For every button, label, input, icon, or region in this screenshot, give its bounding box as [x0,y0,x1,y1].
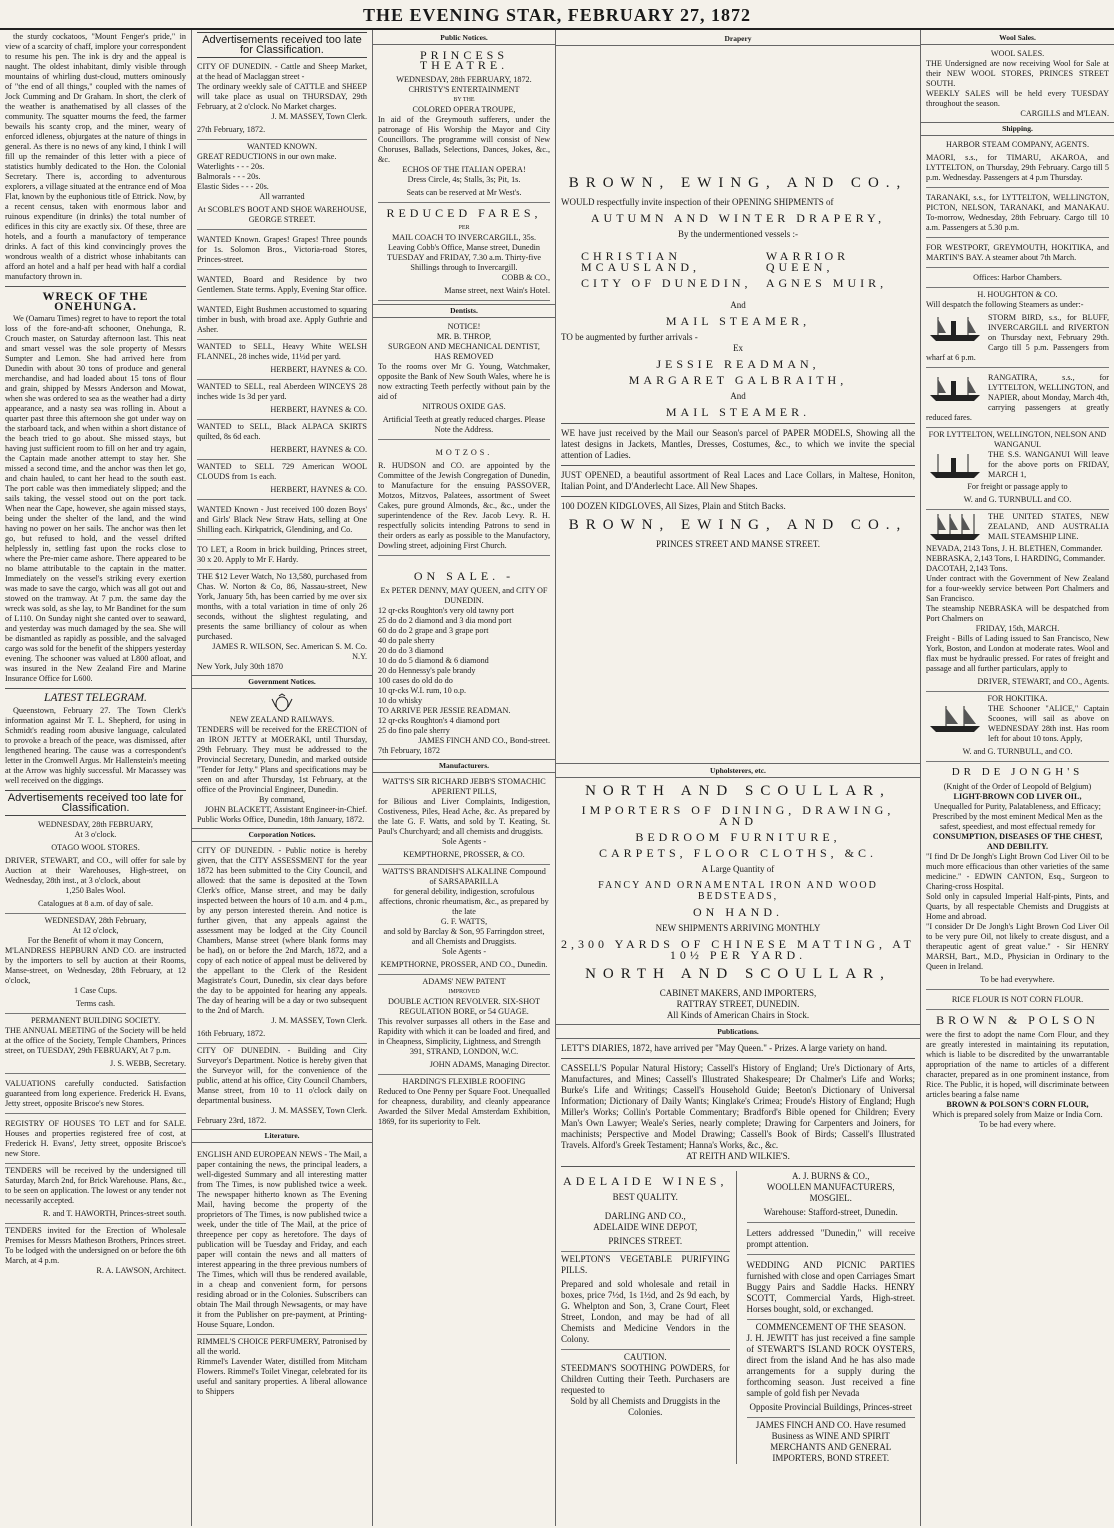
shipments: NEW SHIPMENTS ARRIVING MONTHLY [655,923,821,933]
assessment-text: CITY OF DUNEDIN. - Public notice is hereby given, that the CITY ASSESSMENT for the year 1872 has been submitted to the City Council, and allowed: that the same is deposited at the Town Clerk's office, Manse street, and may be daily inspected between the hours of 10 a.m. and 4 p.m., by any person interested therein. And notice is further given, that any appeals against the assessment may be lodged at the City Council Chambers, Manse street (where blank forms may be had), on or before the 2nd March, 1872, and a copy of each notice of appeal must be delivered by the appellant to the Clerk of the Resident Magistrate's Court, Dunedin, six clear days before the day to be appointed for hearing any appeals. The day of hearing will be a day or two subsequent to the 2nd of March. [197,846,367,1015]
tenders-1: TENDERS will be received by the undersigned till Saturday, March 2nd, for Brick Warehouse. Plans, &c., to be seen on application. The lowest or any tender not necessarily accepted. [5,1166,186,1205]
public-notices-section: Public Notices. [373,32,555,45]
brandish-title: WATTS'S BRANDISH'S ALKALINE Compound of SARSAPARILLA [382,867,546,886]
finch-2: JAMES FINCH AND CO. Have resumed Business as WINE AND SPIRIT MERCHANTS AND GENERAL IMPORTERS, BOND STREET. [755,1420,906,1463]
troupe: COLORED OPERA TROUPE, [412,105,516,114]
all-warranted: All warranted [259,192,305,201]
echos: ECHOS OF THE ITALIAN OPERA! [402,165,526,174]
case-cups: 1 Case Cups. [74,986,117,995]
throp: MR. B. THROP, [436,332,492,341]
surveyor-sign: J. M. MASSEY, Town Clerk. [271,1106,367,1115]
drapery-section: Drapery [556,32,920,46]
kidgloves: 100 DOZEN KIDGLOVES, All Sizes, Plain and Stitch Backs. [561,501,786,511]
north-scoullar: NORTH AND SCOULLAR, [585,783,891,799]
cobb-address: Manse street, next Wain's Hotel. [378,283,550,301]
reith: AT REITH AND WILKIE'S. [686,1151,790,1161]
fancy-bedsteads: FANCY AND ORNAMENTAL IRON AND WOOD BEDSTEADS, [598,880,878,902]
princes-street: PRINCES STREET. [561,1233,730,1252]
freight-2: Freight - Bills of Lading issued to San Francisco, New York, Boston, and London at moderate rates. Wool and flax must be hydraulic pressed. For rates of freight and passage and all further particulars, apply to [926,634,1109,673]
price-item: Balmorals - - - 20s. [197,172,261,181]
sale-item: 20 do do 3 diamond [378,646,444,655]
dejongh: DR DE JONGH'S [951,766,1084,778]
ex-ships: Ex PETER DENNY, MAY QUEEN, and CITY OF DUNEDIN. [380,586,548,605]
arrive-item: 25 do fino pale sherry [378,726,450,735]
watch-sign: JAMES R. WILSON, Sec. American S. M. Co. N.Y. [212,642,367,661]
by-the: BY THE [453,97,475,103]
straw-hats-ad: WANTED Known - Just received 100 dozen Boys' and Girls' Black New Straw Hats, selling at One Shilling each. Kirkpatrick, Glendining, and Co. [197,502,367,540]
bp-made: Which is prepared solely from Maize or India Corn. [932,1110,1103,1119]
wanted-known: WANTED KNOWN. [246,142,318,151]
quantity: A Large Quantity of [701,864,775,874]
removed: HAS REMOVED [434,352,494,361]
commencement: COMMENCEMENT OF THE SEASON. [755,1322,906,1332]
warehouse: Warehouse: Stafford-street, Dunedin. [747,1204,916,1223]
dacotah: DACOTAH, 2,143 Tons. [926,564,1008,573]
throp-text: To the rooms over Mr G. Young, Watchmaker, opposite the Bank of New South Wales, where he is now extracting Teeth perfectly without pain by the aid of [378,362,550,401]
matting: 2,300 YARDS OF CHINESE MATTING, AT 10½ PER YARD. [561,937,915,962]
maori: MAORI, s.s., for TIMARU, AKAROA, and LYTTELTON, on Thursday, 29th February. Cargo till 5 p.m. Wednesday. Passengers at 4 p.m Thursday. [926,150,1109,188]
column-1 [0,30,192,1526]
welpton-text: Prepared and sold wholesale and retail in boxes, price 7½d, 1s 1½d, and 2s 9d each, by G. Whelpton and Son, 3, Crane Court, Fleet Street, London, and may be had of all Chemists and Medicine Vendors in the Colony. [561,1276,730,1350]
by-command: By command, [259,795,305,804]
weekly: WEEKLY SALES will be held every TUESDAY throughout the season. [926,89,1109,108]
bp-text: were the first to adopt the name Corn Flour, and they are greatly interested in maintaining its reputation, which is liable to be discredited by the unwarrantable appropriation of the name to articles of a different character, prepared as in one prominent instance, from Rice. The Public, it is hoped, will discriminate between articles bearing a false name [926,1030,1109,1099]
great-reductions: GREAT REDUCTIONS in our own make. [197,152,337,161]
ship-name: AGNES MUIR, [765,276,888,290]
gf-watts: G. F. WATTS, [440,917,488,926]
city-market-text: The ordinary weekly sale of CATTLE and SHEEP will take place as usual on THURSDAY, 29th February, at 2 o'clock. No Market charges. [197,82,367,111]
jewitt: J. H. JEWITT has just received a fine sample of STEWART'S ISLAND ROCK OYSTERS, direct from the island And he has also made arrangements for a supply during the forthcoming season. Just received a fine sample of gold fish per Nevada [746,1333,915,1398]
nevada: NEVADA, 2143 Tons, J. H. BLETHEN, Commander. [926,544,1103,553]
augmented: TO be augmented by further arrivals - [561,332,698,342]
scoble: At SCOBLE'S BOOT AND SHOE WAREHOUSE, GEORGE STREET. [197,202,367,230]
permanent-text: THE ANNUAL MEETING of the Society will be held at the office of the Society, Temple Chambers, Princes street, on TUESDAY, 29th FEBRUARY, At 7 p.m. [5,1026,186,1055]
brown-ewing-title: BROWN, EWING, AND CO., [568,175,908,191]
paper-models: WE have just received by the Mail our Season's parcel of PAPER MODELS, Showing all the latest designs in Jackets, Mantles, Dresses, Costumes, &c., to which we invite the special attention of Ladies. [561,428,915,460]
darling: DARLING AND CO., [604,1211,686,1221]
arrive: TO ARRIVE PER JESSIE READMAN. [378,706,511,715]
nebraska: NEBRASKA, 2,143 Tons, I. HARDING, Commander. [926,554,1106,563]
catalogues: Catalogues at 8 a.m. of day of sale. [5,896,186,914]
prescribed: Prescribed by the most eminent Medical Men as the safest, speediest, and most effectual remedy for [932,812,1103,831]
assessment-sign: J. M. MASSEY, Town Clerk. [271,1016,367,1025]
steedman: STEEDMAN'S SOOTHING POWDERS, for Children Cutting their Teeth. Purchasers are requested to [561,1363,730,1395]
masthead-title: THE EVENING STAR, FEBRUARY 27, 1872 [0,0,1114,30]
harding-text: Reduced to One Penny per Square Foot. Unequalled for cheapness, durability, and cleanly appearance Awarded the Silver Medal Amsterdam Exhibition, 1869, for its superiority to Felt. [378,1087,550,1126]
bp-corn: BROWN & POLSON'S CORN FLOUR, [946,1100,1089,1109]
bewing-text: WOULD respectfully invite inspection of their OPENING SHIPMENTS of [561,197,834,207]
sold-by: Sold by all Chemists and Druggists in the Colonies. [570,1396,721,1417]
sale-item: 25 do do 2 diamond and 3 dia mond port [378,616,512,625]
steamer-icon [926,512,984,542]
woollen: WOOLLEN MANUFACTURERS, MOSGIEL. [766,1182,895,1203]
brandish-text: for general debility, indigestion, scrofulous affections, chronic rheumatism, &c., as prepared by the late [379,887,549,916]
rattray: RATTRAY STREET, DUNEDIN. [676,999,800,1009]
wanganui-text: THE S.S. WANGANUI Will leave for the above ports on FRIDAY, MARCH 1, [988,450,1109,479]
nitrous: NITROUS OXIDE GAS. [422,402,506,411]
wanganui [926,450,1109,480]
pwo: Public Works Office, Dunedin, 18th January, 1872. [197,815,365,824]
friday: FRIDAY, 15th, MARCH. [975,624,1060,633]
wool-text: THE Undersigned are now receiving Wool for Sale at their NEW WOOL STORES, PRINCES STREET SOUTH. [926,59,1109,88]
vessels: By the undermentioned vessels :- [678,229,798,239]
letters: Letters addressed "Dunedin," will receive prompt attention. [747,1225,916,1255]
hokitika: FOR HOKITIKA. [987,694,1048,703]
consumption: CONSUMPTION, DISEASES OF THE CHEST, AND DEBILITY. [932,832,1103,851]
wed-time: At 12 o'clock, [72,926,119,935]
telegram-text: Queenstown, February 27. The Town Clerk's information against Mr T. L. Shepherd, for using in Schmidt's reading room abusive language, calculated to provoke a breach of the peace, was dismissed, after lengthened hearing. The cause was a correspondent's letter in the Cromwell Argus. Mr Hallenstein's meeting at the Arrow was highly successful. Mr Macassey was well received on the diggings. [5,706,186,785]
unequalled: Unequalled for Purity, Palatableness, and Efficacy; [934,802,1101,811]
literature-section: Literature. [192,1129,372,1143]
surveyor-date: February 23rd, 1872. [197,1116,267,1125]
hudson-text: R. HUDSON and CO. are appointed by the Committee of the Jewish Congregation of Dunedin, to Manufacture for the ensuing PASSOVER, Motzos, Mitzvos, Palatees, assortment of Sweet Cakes, pure ground Almonds, &c., &c., under the superintendence of the Rev. Jacob Levy. R. H. respectfully solicits intending Patrons to send in their orders as early as possible to the Manufactory, Dowling street, adjoining First Church. [378,458,550,556]
column-5 [921,30,1114,1526]
us-line [926,512,1109,542]
motzos: MOTZOS. [435,448,493,457]
best-quality: BEST QUALITY. [612,1192,678,1202]
herbert-sign: HERBERT, HAYNES & CO. [197,482,367,500]
sale-item: 12 qr-cks Roughton's very old tawny port [378,606,514,615]
dentists-section: Dentists. [373,304,555,318]
steamer-icon [926,373,984,403]
wool-sales: WOOL SALES. [990,49,1045,58]
mclandress-text: M'LANDRESS HEPBURN AND CO. are instructed by the importers to sell by auction at their Rooms, Manse-street, on Wednesday, 28th February, at 12 o'clock, [5,946,186,985]
steamer-icon [926,450,984,480]
board-ad: WANTED, Board and Residence by two Gentlemen. State terms. Apply, Evening Star office. [197,272,367,300]
freight: For freight or passage apply to [967,482,1068,491]
mail-steamer: MAIL STEAMER, [665,314,811,328]
shipping-section: Shipping. [921,122,1114,136]
just-opened: JUST OPENED, a beautiful assortment of Real Laces and Lace Collars, in Maltese, Honiton, Italian Point, and D'Anderlecht Lace. All New Shapes. [561,470,915,491]
rangatira-text: RANGATIRA, s.s., for LYTTELTON, WELLINGTON, and NAPIER, about Monday, March 4th, carrying passengers at greatly reduced fares. [926,373,1109,422]
railways-text: TENDERS will be received for the ERECTION of an IRON JETTY at MOERAKI, until Thursday, 29th February. They must be addressed to the Provincial Secretary, Dunedin, and marked outside "Tender for Jetty." Plans and specifications may be seen on and after Thursday, 1st February, at the office of the Provincial Engineer, Dunedin. [197,725,367,794]
houghton: H. HOUGHTON & CO. [977,290,1058,299]
theatre-text: In aid of the Greymouth sufferers, under the patronage of His Worship the Mayor and City Councillors. The programme will consist of New Choruses, Ballads, Selections, Dances, Jokes, &c., &c. [378,115,550,164]
american-ad: WANTED to SELL 729 American WOOL CLOUDS from 1s each. [197,462,367,481]
rimmel-text: Rimmel's Lavender Water, distilled from Mitcham Flowers. Rimmel's Toilet Vinegar, celebrated for its useful and sanitary properties. A liberal allowance to Shippers [197,1357,367,1396]
city-market-title: CITY OF DUNEDIN. - Cattle and Sheep Market, at the head of Maclaggan street - [197,62,367,81]
bedroom-furniture: BEDROOM FURNITURE, [635,830,841,844]
reduced-fares: REDUCED FARES, [386,206,542,220]
chairs: All Kinds of American Chairs in Stock. [666,1010,810,1020]
notice: NOTICE! [447,322,481,331]
permanent-sign: J. S. WEBB, Secretary. [5,1056,186,1074]
watch-place: New York, July 30th 1870 [197,662,283,671]
wedding: WEDDING AND PICNIC PARTIES furnished with close and open Carriages Smart Buggy Pairs and Saddle Hacks. HENRY SCOTT, Commercial Yards, High-street. Horses bought, sold, or exchanged. [747,1257,916,1320]
adams-address: 391, STRAND, LONDON, W.C. [409,1047,519,1056]
rangatira [926,370,1109,428]
sale-item: 20 do Hennessy's pale brandy [378,666,476,675]
sale-item: 10 do do 5 diamond & 6 diamond [378,656,489,665]
revolver: DOUBLE ACTION REVOLVER. SIX-SHOT REGULATION BORE, or 54 GUAGE. [387,997,541,1016]
assessment-date: 16th February, 1872. [197,1026,367,1044]
benefit: For the Benefit of whom it may Concern, [27,936,164,945]
auction-time: At 3 o'clock. [74,830,117,839]
price-item: Elastic Sides - - - 20s. [197,182,269,191]
ship-name: WARRIOR QUEEN, [765,249,850,274]
contract: Under contract with the Government of New Zealand for a four-weekly service between Port Chalmers and San Francisco. [926,574,1109,603]
adv-heading-1: Advertisements received too late for Classification. [5,790,186,816]
corporation-section: Corporation Notices. [192,828,372,842]
artificial: Artificial Teeth at greatly reduced charges. Please Note the Address. [378,412,550,440]
terms: Terms cash. [5,996,186,1014]
us-line-text: THE UNITED STATES, NEW ZEALAND, AND AUSTRALIA MAIL STEAMSHIP LINE. [988,512,1109,541]
flannel-ad: WANTED to SELL, Heavy White WELSH FLANNEL, 28 inches wide, 11½d per yard. [197,342,367,361]
sole-agents: Sole Agents - [441,947,487,956]
tenders-1-sign: R. and T. HAWORTH, Princes-street south. [5,1206,186,1224]
improved: IMPROVED [448,989,480,995]
offices: Offices: Harbor Chambers. [926,270,1109,288]
brown-polson: BROWN & POLSON [936,1013,1099,1027]
harbor: HARBOR STEAM COMPANY, AGENTS. [945,140,1090,149]
alice-text: THE Schooner "ALICE," Captain Scoones, will sail as above on WEDNESDAY 28th inst. Has room left for about 10 tons. Apply, [988,704,1109,743]
letts: LETT'S DIARIES, 1872, have arrived per "May Queen." - Prizes. A large variety on hand. [561,1043,887,1053]
welpton-title: WELPTON'S VEGETABLE PURIFYING PILLS. [561,1254,730,1275]
harding-title: HARDING'S FLEXIBLE ROOFING [402,1077,526,1086]
blackett-sign: JOHN BLACKETT, Assistant Engineer-in-Chief. [204,805,367,814]
nz-railways: NEW ZEALAND RAILWAYS. [229,715,335,724]
carpets: CARPETS, FLOOR CLOTHS, &C. [598,846,878,860]
auction-date: WEDNESDAY, 28th FEBRUARY, [38,820,153,829]
sale-item: 10 qr-cks W.I. rum, 10 o.p. [378,686,467,695]
registry: REGISTRY OF HOUSES TO LET and for SALE. Houses and properties registered free of cost, at Frederick H. Evans', Jetty street, opposite Briscoe's new Store. [5,1116,186,1164]
herbert-sign: HERBERT, HAYNES & CO. [197,442,367,460]
finch-sign: JAMES FINCH AND CO., Bond-street. [418,736,550,745]
on-hand: ON HAND. [693,905,783,919]
permanent-heading: PERMANENT BUILDING SOCIETY. [30,1016,161,1025]
prices: Dress Circle, 4s; Stalls, 3s; Pit, 1s. [407,175,521,184]
ships-list [581,246,895,294]
westport: FOR WESTPORT, GREYMOUTH, HOKITIKA, and MARTIN'S BAY. A steamer about 7th March. [926,240,1109,268]
adams-text: This revolver surpasses all others in the Ease and Rapidity with which it can be loaded and fired, and in Cheapness, Simplicity, Lightness, and Strength [378,1017,550,1046]
manufacturers-section: Manufacturers. [373,759,555,773]
alpaca-ad: WANTED to SELL, Black ALPACA SKIRTS quilted, 8s 6d each. [197,422,367,441]
oil: LIGHT-BROWN COD LIVER OIL, [953,792,1082,801]
surgeon: SURGEON AND MECHANICAL DENTIST, [388,342,540,351]
arrive-item: 12 qr-cks Roughton's 4 diamond port [378,716,500,725]
jebb-text: for Bilious and Liver Complaints, Indigestion, Costiveness, Piles, Head Ache, &c. As prepared by the late G. F. Watts, and sold by T. Keating, St. Paul's Churchyard; and all chemists and druggists. [378,797,550,836]
price-item: Waterlights - - - 20s. [197,162,265,171]
government-section: Government Notices. [192,675,372,689]
adelaide-wines: ADELAIDE WINES, [563,1174,728,1188]
adv-heading-2: Advertisements received too late for Classification. [197,32,367,58]
mail-coach: MAIL COACH TO INVERCARGILL, 35s. [391,233,537,242]
kempthorne: KEMPTHORNE, PROSSER, & CO. [378,847,550,865]
coach-text: Leaving Cobb's Office, Manse street, Dunedin TUESDAY and FRIDAY, 7.30 a.m. Thirty-five Shillings through to Invercargill. [386,243,542,272]
crest-icon [269,693,295,713]
auction-place: OTAGO WOOL STORES. [51,843,140,852]
sole-agents: Sole Agents - [441,837,487,846]
bottom-right [747,1171,916,1464]
everywhere: To be had everywhere. [926,972,1109,990]
nebraska-text: The steamship NEBRASKA will be despatched from Port Chalmers on [926,604,1109,623]
driver-text: DRIVER, STEWART, and CO., will offer for sale by Auction at their Warehouses, High-street, on Wednesday, 28th inst., at 3 o'clock, about [5,856,186,885]
bewing-address: PRINCES STREET AND MANSE STREET. [656,539,820,549]
surveyor-text: CITY OF DUNEDIN. - Building and City Surveyor's Department. Notice is hereby given that the Surveyor will, for the convenience of the public, attend at his office, City Council Chambers, Manse street, from 10 to 11 o'clock daily on departmental business. [197,1046,367,1105]
quote-2: "I consider Dr De Jongh's Light Brown Cod Liver Oil to be very pure Oil, not likely to create disgust, and a therapeutic agent of great value." - Sir HENRY MARSH, Bart., M.D., Physician in Ordinary to the Queen in Ireland. [926,922,1109,971]
winceys-ad: WANTED to SELL, real Aberdeen WINCEYS 28 inches wide 1s 3d per yard. [197,382,367,401]
importers: IMPORTERS OF DINING, DRAWING, AND [581,803,895,828]
valuations: VALUATIONS carefully conducted. Satisfaction guaranteed from long experience. Frederick H. Evans, Jetty street, opposite Briscoe's new Stores. [5,1076,186,1114]
john-adams: JOHN ADAMS, Managing Director. [378,1057,550,1075]
steamer-icon [926,313,984,343]
storm-text: STORM BIRD, s.s., for BLUFF, INVERCARGILL and RIVERTON on Thursday next, February 29th. Cargo till 5 p.m. Passengers from wharf at 6 p.m. [926,313,1109,362]
houghton-text: Will despatch the following Steamers as under:- [926,300,1084,309]
news-ad: ENGLISH AND EUROPEAN NEWS - The Mail, a paper containing the news, the principal leaders, a well-digested Summary and all interesting matter from The Times, is now published twice a week. The newspaper hitherto known as The Evening Mail, having become the property of the proprietors of The Times, is now published twice a week, under the title of The Mail, at the price of threepence per copy as heretofore. The days of publication will be Tuesday and Friday, and each paper will contain the news and all matters of interest appearing in the three previous numbers of The Times, which will thus be rendered available, in a cheap and convenient form, for persons residing abroad or in the Colonies. Subscribers can obtain The Mail through Newsagents, or may have it from the Publisher on pre-payment, at Printing-House Square, London. [197,1147,367,1335]
sale-item: 100 cases do old do do [378,676,453,685]
upholsterers-section: Upholsterers, etc. [556,763,920,778]
column-2 [192,30,373,1526]
newspaper-page [0,30,1114,1528]
wine-depot: ADELAIDE WINE DEPOT, [593,1222,698,1232]
city-market-sign: J. M. MASSEY, Town Clerk. [271,112,367,121]
wreck-heading: WRECK OF THE ONEHUNGA. [42,289,149,313]
finch-date: 7th February, 1872 [378,746,441,755]
jessie-readman: JESSIE READMAN, [656,357,820,371]
and-word: And [730,391,746,401]
article-text: the sturdy cockatoos, "Mount Fenger's pride," in view of a scarcity of chaff, implore your correspondent to resume his pen. The ink is dry and the appeal is naught. The oldest inhabitant, dimly visible through mountains of whirling dust-cloud, mutters ominously of "the end of all things," coupled with the names of Jock Cumming and Dr Graham. In short, the clerk of the weather is anathematised by all classes of the community. The squatter mourns the feed, the farmer bewails his scanty crop, and the miner, weary of enforced idleness, objurgates at the nature of things in general. As there is no news of any kind, I think I will fill up the remainder of this letter with a piece of statistics humbly dedicated to the Hon. the Colonial Secretary. There is, according to adventurous explorers, a village situated at the entrance end of Moa Flat, known by the euphonious title of Ettrick. Now, by a recent census, taken with enormous labor and ruinous expenditure (in drinks) the total number of edifices in this city are exactly six. Of these, three are hotels, and a fourth a manufactory of temperance drinks. A fact of this kind convincingly proves the wondrous wealth of a district whose inhabitants can afford an hotel and a half per head with half a cordial manufactory thrown in. [5,32,186,281]
schooner-icon [926,704,984,734]
burns: A. J. BURNS & CO., [791,1171,870,1181]
brown-ewing-title-2: BROWN, EWING, AND CO., [568,517,908,533]
margaret-galbraith: MARGARET GALBRAITH, [628,373,848,387]
to-let-ad: TO LET, a Room in brick building, Princes street, 30 x 20. Apply to Mr F. Hardy. [197,542,367,570]
sale-item: 40 do pale sherry [378,636,435,645]
driver-agents: DRIVER, STEWART, and CO., Agents. [926,674,1109,692]
watch-ad: THE $12 Lever Watch, No 13,580, purchased from Chas. W. Norton & Co, 86, Nassau-street, New York, January 5th, has been carried by me over six months, with a total variation in time of only 26 seconds, without the slightest regulating, and presents the same brilliancy of colour as when purchased. [197,572,367,641]
cargills: CARGILLS and M'LEAN. [1020,109,1109,118]
sale-item: 10 do whisky [378,696,423,705]
brandish-sold: and sold by Barclay & Son, 95 Farringdon street, and all Chemists and Druggists. [383,927,545,946]
wool-section: Wool Sales. [921,32,1114,45]
quote-1: "I find Dr De Jongh's Light Brown Cod Liver Oil to be much more efficacious than other varieties of the same medicine." - EDWIN CANTON, Esq., Surgeon to Charing-cross Hospital. [926,852,1109,891]
opposite: Opposite Provincial Buildings, Princes-street [747,1399,916,1418]
herbert-sign: HERBERT, HAYNES & CO. [197,402,367,420]
and-word: And [730,300,746,310]
rimmel-title: RIMMEL'S CHOICE PERFUMERY, Patronised by all the world. [197,1337,367,1356]
tenders-2: TENDERS invited for the Erection of Wholesale Premises for Messrs Matheson Brothers, Princes street. To be lodged with the undersigned on or before the 6th March, at 4 p.m. [5,1226,187,1265]
ex-word: Ex [733,343,743,353]
column-4 [556,30,921,1526]
ship-name: CITY OF DUNEDIN, [581,276,752,290]
cobb: COBB & CO., [501,273,550,282]
north-scoullar-2: NORTH AND SCOULLAR, [585,966,891,982]
for-lyttelton: FOR LYTTELTON, WELLINGTON, NELSON AND WANGANUI. [928,430,1107,449]
alice [926,704,1109,744]
theatre-title: PRINCESS THEATRE. [419,48,509,72]
on-sale: ON SALE. - [413,569,515,583]
theatre-date: WEDNESDAY, 28th FEBRUARY, 1872. [396,75,532,84]
wed-date: WEDNESDAY, 28th February, [44,916,147,925]
bp-had: To be had every where. [979,1120,1056,1129]
grapes-ad: WANTED Known. Grapes! Grapes! Three pounds for 1s. Solomon Bros., Victoria-road Stores, Princes-street. [197,232,367,270]
bottom-left [561,1171,737,1464]
sold-in: Sold only in capsuled Imperial Half-pints, Pints, and Quarts, by all respectable Chemists and Druggists at Home and abroad. [926,892,1109,921]
telegram-heading: LATEST TELEGRAM. [44,692,147,704]
turnbull-2: W. and G. TURNBULL, and CO. [926,744,1109,762]
knight: (Knight of the Order of Leopold of Belgium) [943,782,1092,791]
turnbull: W. and G. TURNBULL and CO. [926,492,1109,510]
autumn-drapery: AUTUMN AND WINTER DRAPERY, [590,211,886,225]
bottom-ads [561,1171,915,1464]
cabinet-makers: CABINET MAKERS, AND IMPORTERS, [659,988,817,998]
rice-flour: RICE FLOUR IS NOT CORN FLOUR. [926,992,1109,1010]
caution: CAUTION. [623,1352,667,1362]
cassell: CASSELL'S Popular Natural History; Cassell's History of England; Ure's Dictionary of Arts, Manufactures, and Mines; Cassell's Illustrated Shakespeare; Dr Chalmer's Life and Works; Burke's Life and Writings; Cassell's Household Guide; Beeton's Dictionary of Universal Information; Dictionary of Daily Wants; Kinglake's Crimea; Froude's History of England; Hugh Miller's Works; Collin's Portable Commentary; Bradford's Bible opened for Children; Every Man's Own Lawyer; Weale's Series, nearly complete; Drawing for Carpenters and Joiners, for machinists; Perspective and Model Drawing; Cassell's Book of Birds; Cassell's Illustrated Travels. Alford's Greek Testament; Hanna's Works, &c., &c. [561,1063,915,1150]
wreck-text: We (Oamaru Times) regret to have to report the total loss of the fore-and-aft schooner, Onehunga, R. Crouch master, on Saturday afternoon last. This neat and smart vessel was the sole property of Messrs Sumpter and Lemon. She had arrived here from Dunedin with about 30 tons of produce and general merchandise, and had loaded about 15 tons of flour and grain, shipped by Messrs Anderson and Mowat, when she was ordered to sea as the weather had a dirty appearance, and a nasty sea was rolling in. About a quarter past three this afternoon she got under way on the starboard tack, and when within a short distance of the beach tried to go about. She missed stays, but having just sufficient room to fill on her and try again, the Captain made another attempt to stay her. She missed a second time, and the anchor was then let go, and chain hauled, to cant her head to the south east. The port cable was then immediately slipped; and the sails taking, the vessel stood out on the port tack. When near the Cape, however, she again missed stays, being under the shelter of the land, and the wind having no power on her sails. The anchor was then let go, but refused to hold, and the vessel drifted helplessly in, settling fast upon the rocks close to where the Pre-mier came ashore. There appeared to be no blame attributable to the captain in the matter. Immediately on the vessel's striking every exertion was made to save the cargo, which was all got out and stowed on the tramway. At 7 p.m. the same day the wreck was sold, as she lay, to Mr Bandinet for the sum of L110. On Sunday night she canted over to seaward, and yesterday was much damaged by the sea. She will be dismantled as rapidly as possible, and the salvaged cargo was sold for the benefit of the shippers yesterday evening. The schooner was valued at L800 afloat, and was insured in the New Zealand Fire and Marine Insurance Office for L600. [5,314,186,683]
mail-steamer-2: MAIL STEAMER. [665,405,811,419]
adams-title: ADAMS' NEW PATENT [422,977,506,986]
per: PER [458,225,470,231]
bushmen-ad: WANTED, Eight Bushmen accustomed to squaring timber in bush, with broad axe. Apply Guthrie and Asher. [197,302,367,340]
publications-section: Publications. [556,1024,920,1039]
taranaki: TARANAKI, s.s., for LYTTELTON, WELLINGTON, PICTON, NELSON, TARANAKI, and MANAKAU. To-morrow, Wednesday, 28th February. Cargo till 10 a.m. Passengers at 5.30 p.m. [926,190,1109,238]
tenders-2-sign: R. A. LAWSON, Architect. [96,1266,186,1275]
storm-bird [926,310,1109,368]
herbert-sign: HERBERT, HAYNES & CO. [197,362,367,380]
city-market-date: 27th February, 1872. [197,122,367,140]
christys: CHRISTY'S ENTERTAINMENT [408,85,520,94]
kempthorne-2: KEMPTHORNE, PROSSER, AND CO., Dunedin. [378,957,550,975]
sale-item: 60 do do 2 grape and 3 grape port [378,626,489,635]
column-3 [373,30,556,1526]
seats: Seats can be reserved at Mr West's. [378,185,550,203]
jebb-title: WATTS'S SIR RICHARD JEBB'S STOMACHIC APERIENT PILLS, [382,777,546,796]
driver-lot: 1,250 Bales Wool. [65,886,126,895]
ship-name: CHRISTIAN MCAUSLAND, [581,249,701,274]
